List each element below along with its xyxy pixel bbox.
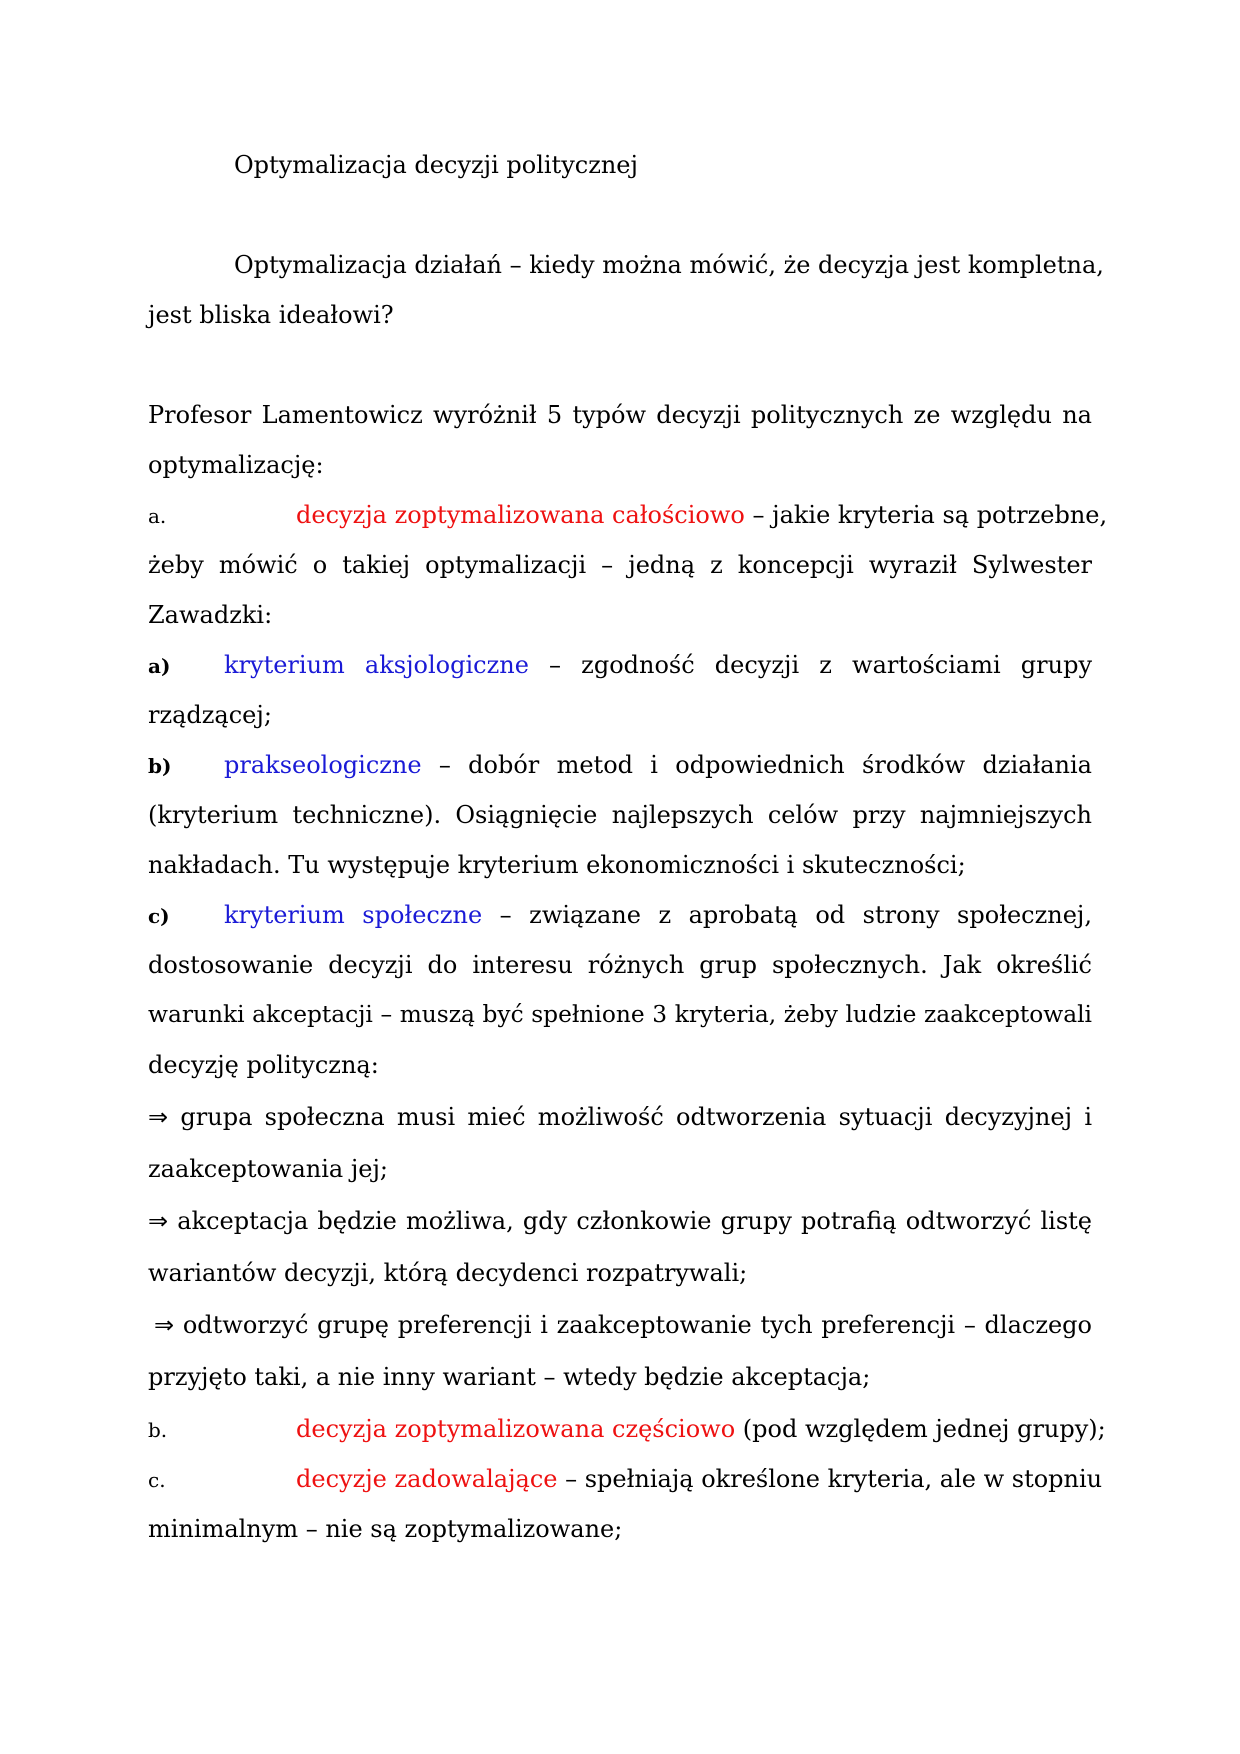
item-c-marker: c. xyxy=(148,1468,166,1492)
sub-b-line-1 xyxy=(148,748,1092,782)
profesor-text-1: Profesor Lamentowicz wyróżnił 5 typów decyzji politycznych ze względu na xyxy=(148,401,1092,429)
sub-c-line-1 xyxy=(148,898,1092,932)
intro-line-1 xyxy=(148,248,1104,282)
item-a-text-3: Zawadzki: xyxy=(148,601,273,629)
sub-c-text-4: decyzję polityczną: xyxy=(148,1051,379,1079)
sub-b-term: prakseologiczne xyxy=(224,751,422,779)
implies-arrow-icon: ⇒ xyxy=(148,1103,169,1131)
sub-b-line-3 xyxy=(148,848,1092,882)
item-c-term: decyzje zadowalające xyxy=(296,1465,558,1493)
item-a-line-1 xyxy=(148,498,1108,532)
profesor-line-1 xyxy=(148,398,1092,432)
item-a-line-3 xyxy=(148,598,1092,632)
sub-c-rest: – związane z aprobatą od strony społecznej, xyxy=(482,901,1092,929)
intro-text-1: Optymalizacja działań – kiedy można mówić, że decyzja jest kompletna, xyxy=(234,251,1104,279)
sub-b-line-2 xyxy=(148,798,1092,832)
arrow-1-line-2 xyxy=(148,1152,1092,1186)
sub-c-text-3: warunki akceptacji – muszą być spełnione 3 kryteria, żeby ludzie zaakceptowali xyxy=(148,1001,1092,1028)
sub-a-rest: – zgodność decyzji z wartościami grupy xyxy=(528,651,1092,679)
arrow-2-line-1 xyxy=(148,1204,1092,1238)
arrow-1-text-1: grupa społeczna musi mieć możliwość odtworzenia sytuacji decyzyjnej i xyxy=(168,1103,1092,1131)
item-a-term: decyzja zoptymalizowana całościowo xyxy=(296,501,745,529)
item-a-rest: – jakie kryteria są potrzebne, xyxy=(744,501,1108,529)
arrow-3-line-2 xyxy=(148,1360,1092,1394)
arrow-3-line-1 xyxy=(154,1308,1092,1342)
profesor-text-2: optymalizację: xyxy=(148,451,324,479)
sub-c-marker: c) xyxy=(148,904,170,928)
item-b-rest: (pod względem jednej grupy); xyxy=(735,1415,1106,1443)
sub-b-rest: – dobór metod i odpowiednich środków działania xyxy=(421,751,1092,779)
item-b-marker: b. xyxy=(148,1418,168,1442)
title-text: Optymalizacja decyzji politycznej xyxy=(234,151,638,179)
item-a-text-2: żeby mówić o takiej optymalizacji – jedną z koncepcji wyraził Sylwester xyxy=(148,551,1092,579)
sub-b-text-3: nakładach. Tu występuje kryterium ekonomiczności i skuteczności; xyxy=(148,851,966,879)
item-a-line-2 xyxy=(148,548,1092,582)
profesor-line-2 xyxy=(148,448,1092,482)
sub-c-text-2: dostosowanie decyzji do interesu różnych grup społecznych. Jak określić xyxy=(148,951,1092,979)
item-a-marker: a. xyxy=(148,504,167,528)
sub-a-line-1 xyxy=(148,648,1092,682)
sub-b-text-2: (kryterium techniczne). Osiągnięcie najlepszych celów przy najmniejszych xyxy=(148,801,1092,829)
implies-arrow-icon: ⇒ xyxy=(148,1207,169,1235)
intro-line-2 xyxy=(148,298,1092,332)
sub-c-line-4 xyxy=(148,1048,1092,1082)
item-b-term: decyzja zoptymalizowana częściowo xyxy=(296,1415,736,1443)
arrow-1-text-2: zaakceptowania jej; xyxy=(148,1155,388,1183)
sub-a-text-2: rządzącej; xyxy=(148,701,272,729)
arrow-2-line-2 xyxy=(148,1256,1092,1290)
arrow-2-text-2: wariantów decyzji, którą decydenci rozpatrywali; xyxy=(148,1259,748,1287)
document-title xyxy=(234,148,934,182)
arrow-3-text-2: przyjęto taki, a nie inny wariant – wtedy będzie akceptacja; xyxy=(148,1363,871,1391)
arrow-3-text-1: odtworzyć grupę preferencji i zaakceptowanie tych preferencji – dlaczego xyxy=(174,1311,1092,1339)
sub-a-line-2 xyxy=(148,698,1092,732)
item-c-text-2: minimalnym – nie są zoptymalizowane; xyxy=(148,1515,623,1543)
sub-c-term: kryterium społeczne xyxy=(224,901,483,929)
sub-b-marker: b) xyxy=(148,754,172,778)
arrow-1-line-1 xyxy=(148,1100,1092,1134)
sub-c-line-3 xyxy=(148,998,1092,1032)
sub-c-line-2 xyxy=(148,948,1092,982)
intro-text-2: jest bliska ideałowi? xyxy=(148,301,394,329)
arrow-2-text-1: akceptacja będzie możliwa, gdy członkowie grupy potrafią odtworzyć listę xyxy=(168,1207,1092,1235)
item-c-rest: – spełniają określone kryteria, ale w stopniu xyxy=(557,1465,1103,1493)
item-c-line-1 xyxy=(148,1462,1103,1496)
sub-a-marker: a) xyxy=(148,654,171,678)
sub-a-term: kryterium aksjologiczne xyxy=(224,651,529,679)
implies-arrow-icon: ⇒ xyxy=(154,1311,175,1339)
item-c-line-2 xyxy=(148,1512,1092,1546)
item-b-line-1 xyxy=(148,1412,1106,1446)
